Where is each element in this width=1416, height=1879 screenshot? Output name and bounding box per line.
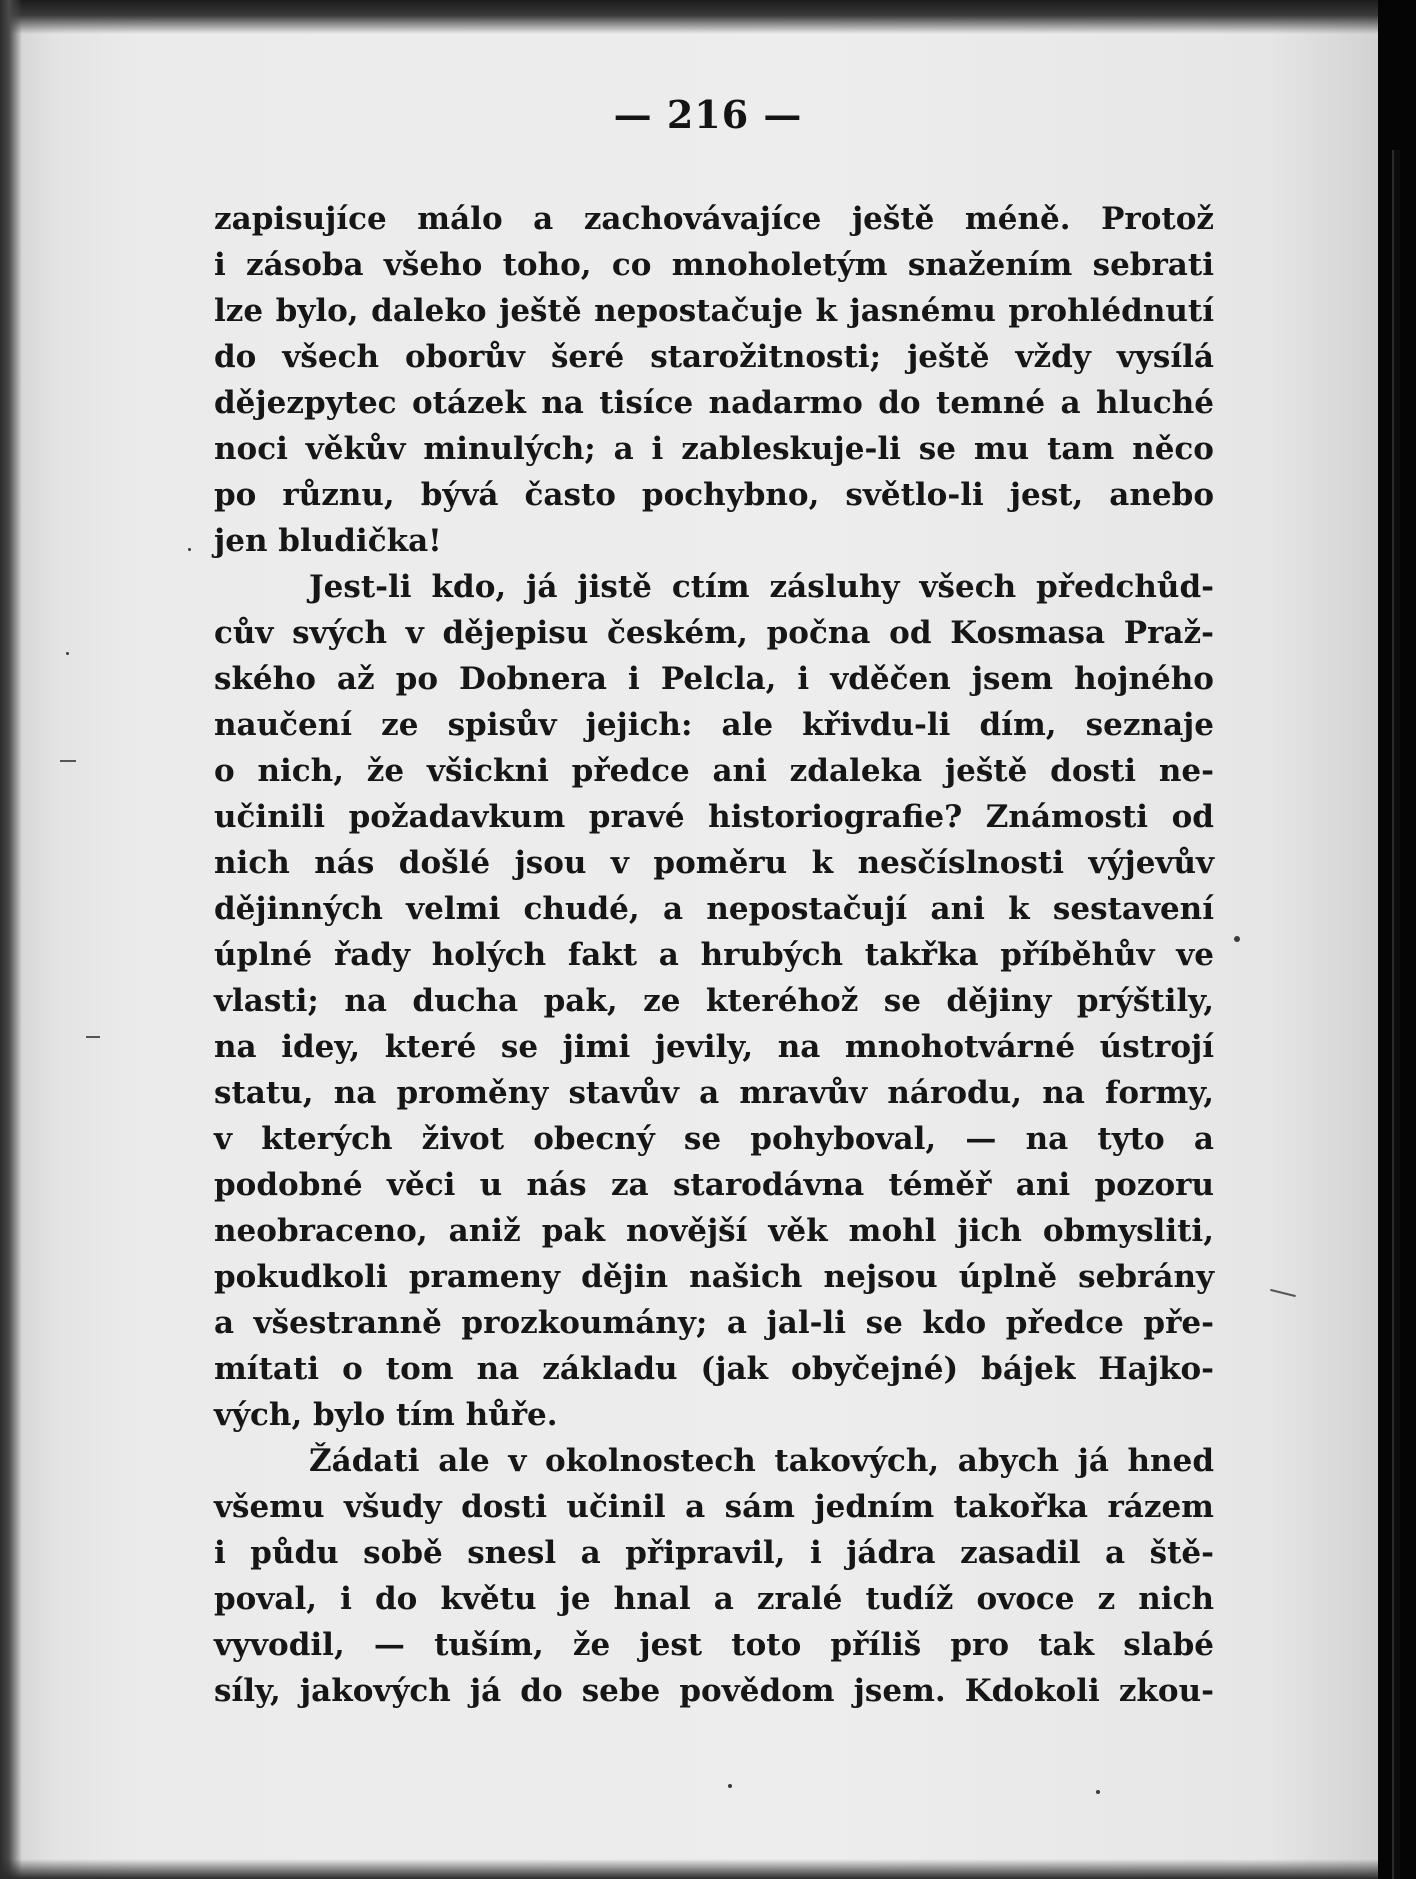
text-line: v kterých život obecný se pohyboval, — na tyto a [214, 1121, 1214, 1157]
text-line: pokudkoli prameny dějin našich nejsou úplně sebrány [214, 1259, 1214, 1295]
text-line: úplné řady holých fakt a hrubých takřka příběhův ve [214, 937, 1214, 973]
text-line: lze bylo, daleko ještě nepostačuje k jasnému prohlédnutí [214, 293, 1214, 329]
text-line: zapisujíce málo a zachovávajíce ještě méně. Protož [214, 201, 1214, 237]
text-line: na idey, které se jimi jevily, na mnohotvárné ústrojí [214, 1029, 1214, 1065]
text-line: podobné věci u nás za starodávna téměř ani pozoru [214, 1167, 1214, 1203]
text-line: do všech oborův šeré starožitnosti; ještě vždy vysílá [214, 339, 1214, 375]
text-line: jen bludička! [214, 523, 442, 559]
paper-speck [1096, 1790, 1100, 1794]
book-spine-line [1392, 150, 1400, 1879]
text-line: naučení ze spisův jejich: ale křivdu-li dím, seznaje [214, 707, 1214, 743]
text-line: statu, na proměny stavův a mravův národu, na formy, [214, 1075, 1214, 1111]
paper-speck [188, 548, 191, 551]
text-line: i půdu sobě snesl a připravil, i jádra zasadil a ště- [214, 1535, 1214, 1571]
paper-mark [86, 1036, 100, 1038]
text-line: cův svých v dějepisu českém, počna od Kosmasa Praž- [214, 615, 1214, 651]
text-line: ského až po Dobnera i Pelcla, i vděčen jsem hojného [214, 661, 1214, 697]
paper-mark [1270, 1289, 1296, 1297]
text-line: neobraceno, aniž pak novější věk mohl jich obmysliti, [214, 1213, 1214, 1249]
paper-speck [1234, 936, 1240, 942]
paper-speck [728, 1784, 732, 1788]
text-line: vlasti; na ducha pak, ze kteréhož se dějiny prýštily, [214, 983, 1214, 1019]
paper-mark [60, 760, 76, 762]
text-line: dějinných velmi chudé, a nepostačují ani k sestavení [214, 891, 1214, 927]
text-line: i zásoba všeho toho, co mnoholetým snažením sebrati [214, 247, 1214, 283]
text-line: a všestranně prozkoumány; a jal-li se kdo předce pře- [214, 1305, 1214, 1341]
text-line: Jest-li kdo, já jistě ctím zásluhy všech předchůd- [309, 569, 1214, 605]
text-line: mítati o tom na základu (jak obyčejné) bájek Hajko- [214, 1351, 1214, 1387]
text-line: nich nás došlé jsou v poměru k nesčíslnosti výjevův [214, 845, 1214, 881]
text-line: síly, jakových já do sebe povědom jsem. Kdokoli zkou- [214, 1673, 1214, 1709]
paper-speck [66, 652, 69, 655]
text-line: Žádati ale v okolnostech takových, abych já hned [309, 1443, 1214, 1479]
text-line: učinili požadavkum pravé historiografie? Známosti od [214, 799, 1214, 835]
left-edge-shadow [0, 0, 22, 1879]
top-edge-shadow [0, 0, 1378, 34]
text-line: noci věkův minulých; a i zableskuje-li se mu tam něco [214, 431, 1214, 467]
bottom-edge-shadow [0, 1859, 1378, 1879]
text-line: všemu všudy dosti učinil a sám jedním takořka rázem [214, 1489, 1214, 1525]
text-line: dějezpytec otázek na tisíce nadarmo do temné a hluché [214, 385, 1214, 421]
body-text [214, 196, 1214, 1714]
text-line: vých, bylo tím hůře. [214, 1397, 558, 1433]
text-line: poval, i do květu je hnal a zralé tudíž ovoce z nich [214, 1581, 1214, 1617]
text-line: po různu, bývá často pochybno, světlo-li jest, anebo [214, 477, 1214, 513]
page-number: — 216 — [613, 92, 803, 137]
text-line: vyvodil, — tuším, že jest toto příliš pro tak slabé [214, 1627, 1214, 1663]
text-line: o nich, že všickni předce ani zdaleka ještě dosti ne- [214, 753, 1214, 789]
